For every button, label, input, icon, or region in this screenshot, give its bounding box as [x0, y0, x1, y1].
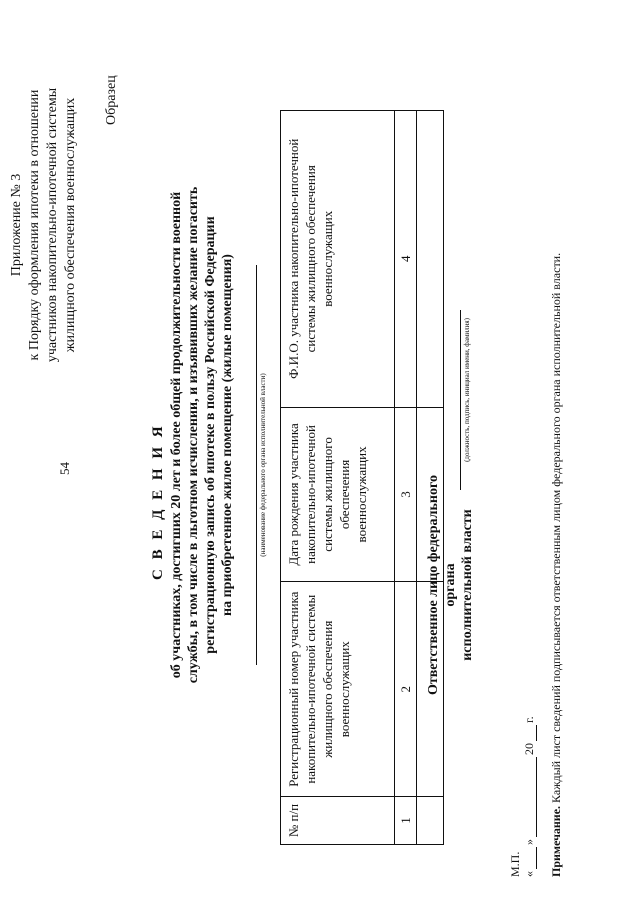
table-cell[interactable] — [417, 797, 444, 845]
signature-line[interactable] — [460, 310, 461, 490]
document-title: С В Е Д Е Н И Я — [150, 423, 166, 580]
seal-placeholder: М.П. — [508, 851, 522, 877]
month-blank[interactable] — [524, 757, 537, 837]
appendix-line: Приложение № 3 — [9, 173, 24, 277]
sample-label: Образец — [104, 75, 119, 125]
column-number-cell: 4 — [395, 111, 417, 408]
subtitle-line: регистрационную запись об ипотеке в пользу Российской Федерации — [203, 216, 218, 654]
year-blank[interactable] — [524, 725, 537, 741]
appendix-reference — [8, 60, 80, 390]
subtitle-line: на приобретенное жилое помещение (жилые помещения) — [220, 254, 235, 616]
table-header-row — [281, 111, 395, 845]
day-blank[interactable] — [524, 847, 537, 869]
responsible-line: исполнительной власти — [460, 509, 475, 661]
column-number-cell: 3 — [395, 407, 417, 582]
date-field — [522, 716, 537, 877]
header-registration-number: Регистрационный номер участника накопительно-ипотечной системы жилищного обеспечения военнослужащих — [281, 582, 395, 797]
column-number-cell: 1 — [395, 797, 417, 845]
appendix-line: участников накопительно-ипотечной системы — [45, 87, 60, 363]
signature-caption: (должность, подпись, инициал имени, фамилия) — [463, 318, 471, 462]
participants-table — [280, 110, 444, 845]
header-birth-date: Дата рождения участника накопительно-ипотечной системы жилищного обеспечения военнослужащих — [281, 407, 395, 582]
subtitle-line: об участниках, достигших 20 лет и более общей продолжительности военной — [169, 191, 184, 679]
column-number-cell: 2 — [395, 582, 417, 797]
org-name-line — [256, 265, 257, 665]
appendix-line: жилищного обеспечения военнослужащих — [63, 97, 78, 353]
date-close-quote: » — [522, 839, 536, 845]
appendix-line: к Порядку оформления ипотеки в отношении — [27, 89, 42, 361]
header-number: № п/п — [281, 797, 395, 845]
org-name-caption: (наименование федерального органа исполнительной власти) — [259, 373, 267, 557]
responsible-line: Ответственное лицо федерального органа — [426, 474, 458, 696]
table-column-numbers-row — [395, 111, 417, 845]
document-subtitle — [168, 115, 236, 755]
date-open-quote: « — [522, 871, 536, 877]
header-full-name: Ф.И.О. участника накопительно-ипотечной системы жилищного обеспечения военнослужащих — [281, 111, 395, 408]
note-label: Примечание. — [549, 805, 563, 877]
note-text: Каждый лист сведений подписывается ответственным лицом федерального органа исполнительной власти. — [549, 252, 563, 806]
subtitle-line: службы, в том числе в льготном исчислении, и изъявивших желание погасить — [186, 186, 201, 684]
date-century: 20 — [522, 743, 536, 755]
page-number: 54 — [57, 462, 72, 475]
date-year-suffix: г. — [522, 716, 536, 723]
footnote — [548, 37, 565, 877]
table-cell[interactable] — [417, 111, 444, 408]
